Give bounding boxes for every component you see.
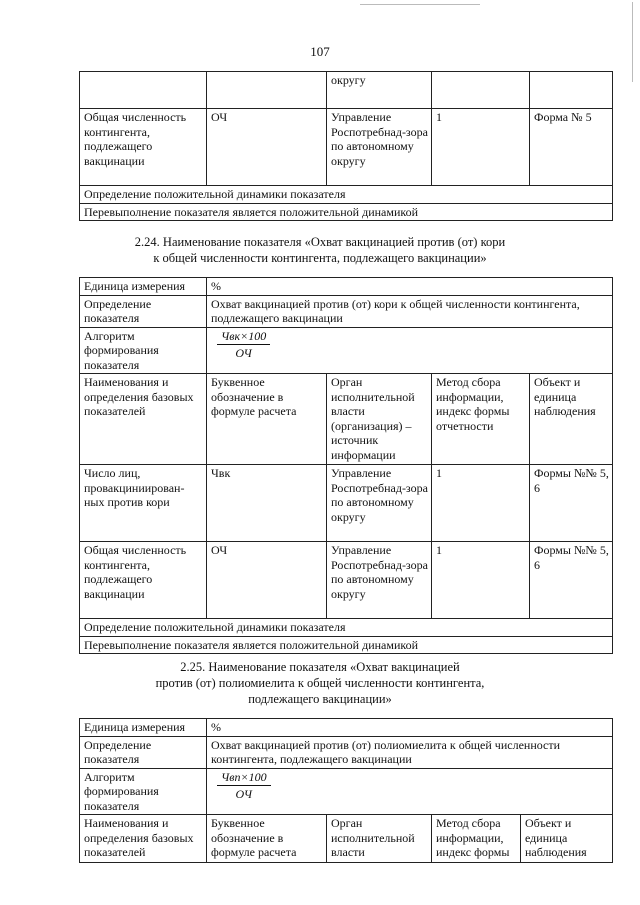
table-row — [80, 278, 613, 296]
table-row — [80, 295, 613, 327]
unit-value: % — [207, 719, 613, 737]
dynamics-label: Определение положительной динамики показателя — [80, 619, 613, 637]
column-header: Буквенное обозначение в формуле расчета — [207, 374, 327, 465]
overfulfilment-text: Перевыполнение показателя является положительной динамикой — [80, 636, 613, 654]
dynamics-label: Определение положительной динамики показателя — [80, 186, 613, 204]
definition-label: Определение показателя — [80, 295, 207, 327]
formula-numerator: Чвк×100 — [217, 329, 270, 346]
column-header: Орган исполнительной власти (организация) – источник информации — [327, 374, 432, 465]
table-row — [80, 327, 613, 374]
table-row — [80, 109, 613, 186]
title-line: к общей численности контингента, подлежащего вакцинации» — [153, 251, 487, 265]
indicator-symbol: ОЧ — [207, 542, 327, 619]
indicator-table-2-25 — [79, 718, 613, 863]
column-header: Объект и единица наблюдения — [530, 374, 613, 465]
indicator-source: Управление Роспотребнад-зора по автономному округу — [327, 109, 432, 186]
section-title-2-24 — [0, 234, 640, 266]
indicator-method: 1 — [432, 465, 530, 542]
column-header: Буквенное обозначение в формуле расчета — [207, 815, 327, 863]
indicator-object: Форма № 5 — [530, 109, 613, 186]
formula-denominator: ОЧ — [235, 346, 252, 360]
formula — [217, 329, 270, 361]
definition-value: Охват вакцинацией против (от) кори к общей численности контингента, подлежащего вакцинации — [207, 295, 613, 327]
table-row — [80, 719, 613, 737]
table-cell — [80, 72, 207, 109]
unit-value: % — [207, 278, 613, 296]
column-header: Наименования и определения базовых показателей — [80, 374, 207, 465]
scan-edge — [632, 2, 633, 82]
indicator-source: Управление Роспотребнад-зора по автономному округу — [327, 542, 432, 619]
formula — [217, 770, 271, 802]
title-line: 2.24. Наименование показателя «Охват вакцинацией против (от) кори — [134, 235, 506, 249]
algorithm-formula — [207, 768, 613, 815]
table-header-row — [80, 815, 613, 863]
table-cell — [530, 72, 613, 109]
column-header: Метод сбора информации, индекс формы отчетности — [432, 374, 530, 465]
top-table — [79, 71, 613, 221]
table-cell: округу — [327, 72, 432, 109]
unit-label: Единица измерения — [80, 278, 207, 296]
table-row — [80, 465, 613, 542]
definition-value: Охват вакцинацией против (от) полиомиелита к общей численности контингента, подлежащего вакцинации — [207, 736, 613, 768]
formula-denominator: ОЧ — [235, 787, 253, 801]
column-header: Объект и единица наблюдения — [521, 815, 613, 863]
table-row — [80, 619, 613, 637]
indicator-name: Общая численность контингента, подлежащего вакцинации — [80, 109, 207, 186]
table-row — [80, 736, 613, 768]
table-row — [80, 542, 613, 619]
column-header: Метод сбора информации, индекс формы — [432, 815, 521, 863]
algorithm-label: Алгоритм формирования показателя — [80, 768, 207, 815]
table-row — [80, 203, 613, 221]
formula-numerator: Чвп×100 — [217, 770, 271, 787]
indicator-source: Управление Роспотребнад-зора по автономному округу — [327, 465, 432, 542]
table-row — [80, 636, 613, 654]
indicator-object: Формы №№ 5, 6 — [530, 465, 613, 542]
column-header: Наименования и определения базовых показателей — [80, 815, 207, 863]
title-line: против (от) полиомиелита к общей численности контингента, — [155, 676, 485, 690]
title-line: подлежащего вакцинации» — [248, 692, 392, 706]
indicator-name: Число лиц, провакциниирован-ных против кори — [80, 465, 207, 542]
indicator-method: 1 — [432, 542, 530, 619]
page-number: 107 — [310, 44, 330, 59]
column-header: Орган исполнительной власти — [327, 815, 432, 863]
title-line: 2.25. Наименование показателя «Охват вакцинацией — [180, 660, 460, 674]
table-header-row — [80, 374, 613, 465]
overfulfilment-text: Перевыполнение показателя является положительной динамикой — [80, 203, 613, 221]
indicator-object: Формы №№ 5, 6 — [530, 542, 613, 619]
algorithm-label: Алгоритм формирования показателя — [80, 327, 207, 374]
table-row — [80, 768, 613, 815]
scan-line — [360, 4, 480, 5]
algorithm-formula — [207, 327, 613, 374]
unit-label: Единица измерения — [80, 719, 207, 737]
table-cell — [432, 72, 530, 109]
indicator-name: Общая численность контингента, подлежащего вакцинации — [80, 542, 207, 619]
indicator-symbol: ОЧ — [207, 109, 327, 186]
table-cell — [207, 72, 327, 109]
table-row — [80, 72, 613, 109]
section-title-2-25 — [0, 659, 640, 707]
indicator-table-2-24 — [79, 277, 613, 654]
indicator-symbol: Чвк — [207, 465, 327, 542]
definition-label: Определение показателя — [80, 736, 207, 768]
table-row — [80, 186, 613, 204]
indicator-method: 1 — [432, 109, 530, 186]
